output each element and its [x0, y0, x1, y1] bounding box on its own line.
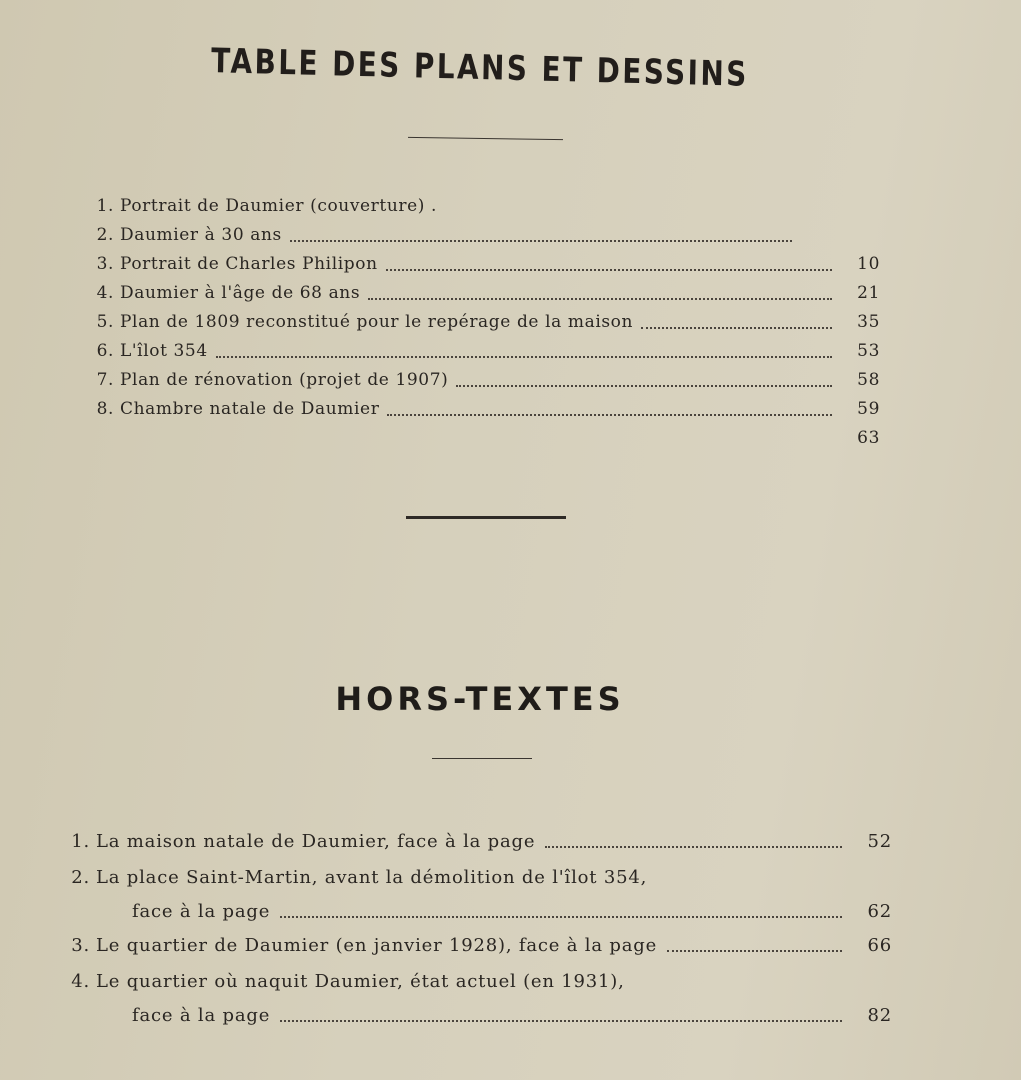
plans-item-page: 21 — [857, 283, 880, 303]
plans-item-label: L'îlot 354 — [120, 341, 208, 361]
title-underline — [408, 137, 563, 140]
dot-leader — [545, 845, 842, 848]
plans-item-page: 35 — [857, 312, 880, 332]
dot-leader — [216, 355, 832, 358]
plans-item-6: 6. L'îlot 354 53 — [96, 341, 880, 361]
hors-textes-title: HORS-TEXTES — [335, 680, 625, 718]
dot-leader — [290, 239, 792, 242]
dot-leader — [280, 1019, 842, 1022]
hors-title-underline — [432, 758, 532, 759]
hors-item-2: 2. La place Saint-Martin, avant la démolition de l'îlot 354, — [71, 867, 648, 888]
plans-item-label: Portrait de Charles Philipon — [120, 254, 378, 274]
plans-item-page: 58 — [857, 370, 880, 390]
hors-item-page: 82 — [867, 1005, 892, 1026]
hors-item-1: 1. La maison natale de Daumier, face à la page 52 — [71, 831, 892, 852]
dot-leader — [280, 915, 842, 918]
hors-item-label: La place Saint-Martin, avant la démolition de l'îlot 354, — [96, 867, 648, 888]
hors-item-page: 52 — [867, 831, 892, 852]
hors-item-4-cont — [62, 1000, 892, 1026]
hors-item-3: 3. Le quartier de Daumier (en janvier 1928), face à la page 66 — [71, 935, 892, 956]
plans-item-3: 3. Portrait de Charles Philipon 10 — [96, 254, 880, 274]
plans-item-label: Chambre natale de Daumier — [120, 399, 380, 419]
dot-leader — [386, 268, 832, 271]
hors-item-label-cont: face à la page — [132, 1005, 271, 1026]
plans-item-page: 53 — [857, 341, 880, 361]
hors-item-4: 4. Le quartier où naquit Daumier, état actuel (en 1931), — [71, 971, 625, 992]
plans-item-4: 4. Daumier à l'âge de 68 ans 21 — [96, 283, 880, 303]
plans-item-2: 2. Daumier à 30 ans — [80, 221, 800, 245]
plans-item-label: Daumier à l'âge de 68 ans — [120, 283, 361, 303]
plans-item-8: 8. Chambre natale de Daumier 59 — [96, 399, 880, 419]
dot-leader — [368, 297, 832, 300]
hors-item-page: 62 — [867, 901, 892, 922]
plans-item-5: 5. Plan de 1809 reconstitué pour le repérage de la maison 35 — [96, 312, 880, 332]
hors-item-label-cont: face à la page — [132, 901, 271, 922]
plans-extra-page: 63 — [857, 428, 880, 448]
dot-leader — [667, 949, 842, 952]
plans-item-page: 10 — [857, 254, 880, 274]
plans-item-label: Daumier à 30 ans — [120, 225, 282, 245]
section-divider — [406, 516, 566, 519]
hors-item-page: 66 — [867, 935, 892, 956]
dot-leader — [456, 384, 832, 387]
hors-item-label: La maison natale de Daumier, face à la page — [96, 831, 536, 852]
plans-item-1: 1. Portrait de Daumier (couverture) . — [96, 196, 438, 216]
plans-item-label: Portrait de Daumier (couverture) . — [120, 196, 438, 216]
hors-item-2-cont — [62, 896, 892, 922]
hors-item-label: Le quartier de Daumier (en janvier 1928), face à la page — [96, 935, 658, 956]
plans-item-7: 7. Plan de rénovation (projet de 1907) 58 — [96, 370, 880, 390]
plans-item-page: 59 — [857, 399, 880, 419]
page-title: TABLE DES PLANS ET DESSINS — [210, 41, 750, 95]
dot-leader — [387, 413, 832, 416]
plans-item-label: Plan de 1809 reconstitué pour le repérage de la maison — [120, 312, 634, 332]
plans-item-label: Plan de rénovation (projet de 1907) — [120, 370, 449, 390]
plans-extra-page-row — [80, 424, 880, 448]
dot-leader — [641, 326, 832, 329]
hors-item-label: Le quartier où naquit Daumier, état actuel (en 1931), — [96, 971, 625, 992]
